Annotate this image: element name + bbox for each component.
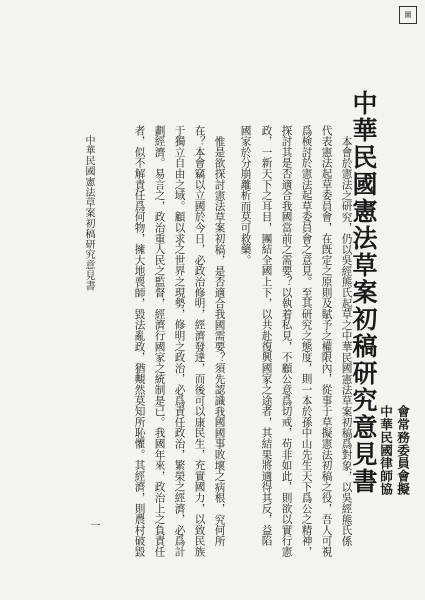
byline-line-1: 中華民國律師協 bbox=[378, 405, 393, 496]
body-line-8: 在？本會竊以立國於今日，必政治修明，經濟發達，而後可以康民生，充實國力，以致民族 bbox=[193, 125, 206, 557]
body-line-9: 于獨立自由之域。顧以求之世界之現勢，修明之政治，必爲責任政治，繁榮之經濟，必爲計 bbox=[173, 125, 186, 557]
body-line-4: 探討其是否適合我國當前之需要？以執着私見，不顧公意爲切戒，苟非如此，則欲以實行憲 bbox=[280, 125, 293, 557]
corner-stamp: 圖 bbox=[399, 6, 417, 24]
byline-line-2: 會常務委員會擬 bbox=[395, 405, 410, 496]
body-line-6: 國家於分崩離析而莫可救藥。 bbox=[239, 125, 252, 266]
body-line-5: 政，一新天下之耳目，團結全國上下，以共赴復興國家之途者，其結果將適得其反，益陷 bbox=[260, 125, 273, 547]
body-line-10: 劃經濟。易言之，政治重人民之監督，經濟行國家之統制是已。我國年來，政治上之負責任 bbox=[153, 125, 166, 557]
body-line-11: 者，似不解責任爲何物，擁大地喪師，毀法亂政，猶覥然莫知所恥懼。其經濟，則農村破毀 bbox=[133, 125, 146, 557]
document-title: 中華民國憲法草案初稿研究意見書 bbox=[349, 90, 378, 495]
margin-running-title: 中華民國憲法草案初稿研究意見書 bbox=[83, 135, 94, 291]
body-line-3: 爲検討於憲法起草委員會之意見。至其研究之態度，則一本於孫中山先生天下爲公之精神， bbox=[300, 125, 313, 557]
body-line-1: 本會於憲法之研究，仍以吳經熊氏起草之中華民國憲法草案初稿爲對象，以吳經熊氏係 bbox=[340, 136, 353, 547]
page-number: 一 bbox=[88, 520, 99, 530]
body-line-7: 惟是欲探討憲法草案初稿，是否適合我國需要？須先認識我國國事敗壞之病根，究何所 bbox=[213, 136, 226, 547]
body-line-2: 代表憲法起草委員會，在旣定之原則及賦予之權限內，從事于草擬憲法初稿之役，吾人可視 bbox=[320, 125, 333, 557]
